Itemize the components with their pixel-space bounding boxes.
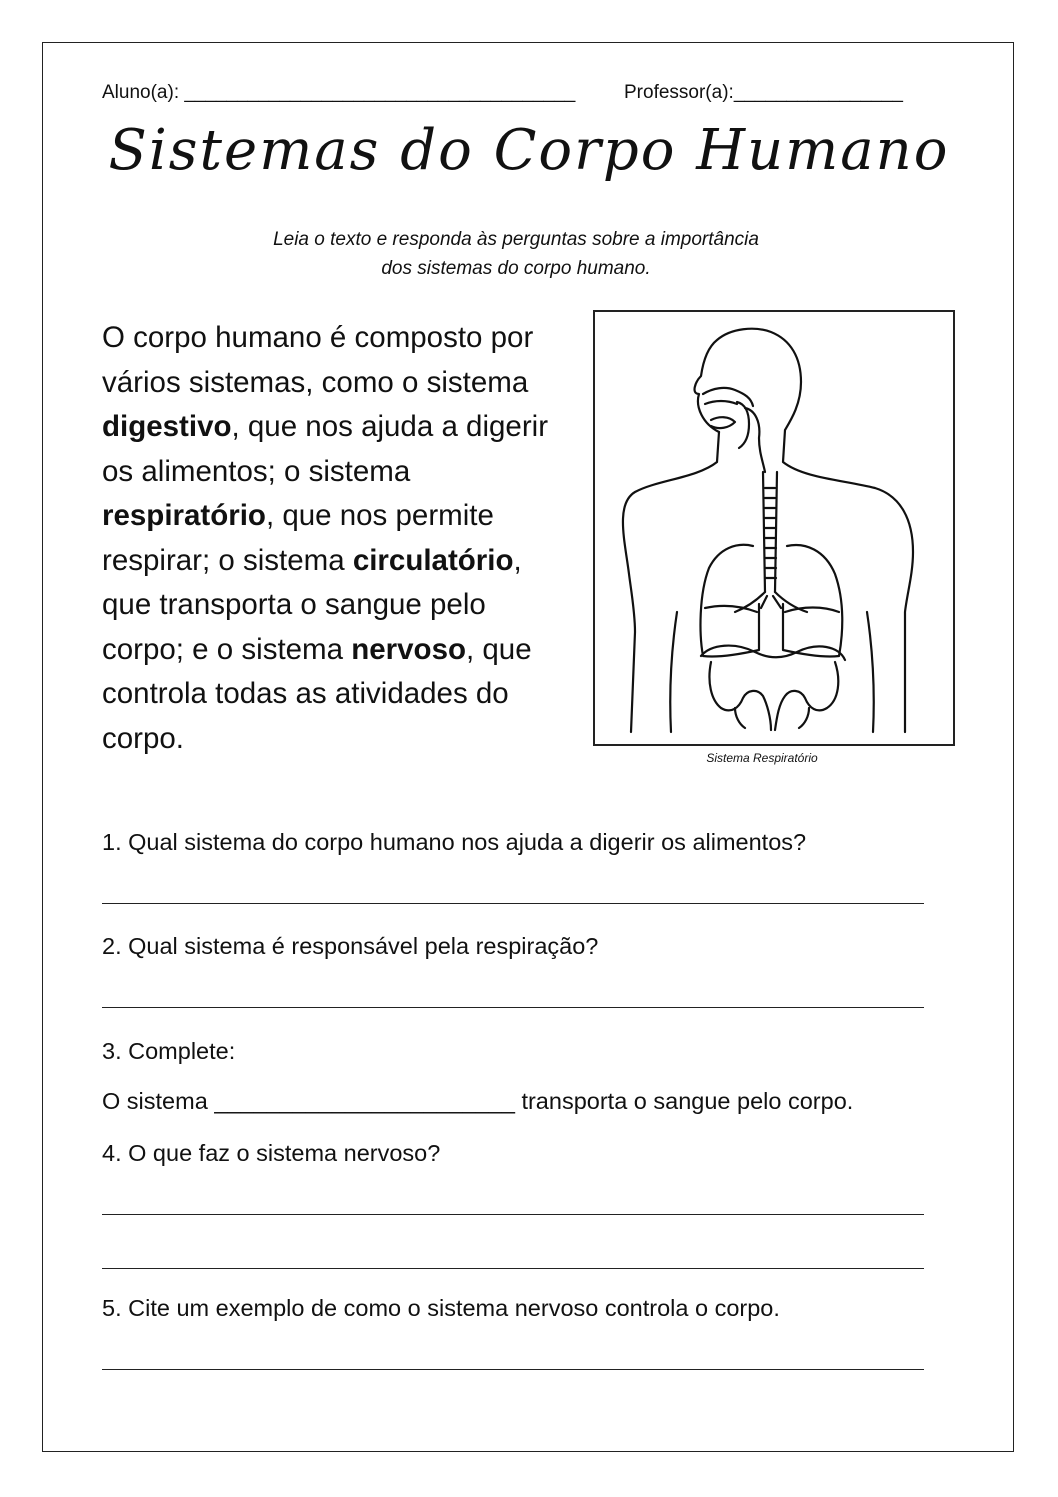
- question-5: 5. Cite um exemplo de como o sistema nervoso controla o corpo.: [102, 1295, 780, 1321]
- reading-text: , que controla todas as atividades do corpo.: [102, 632, 532, 755]
- answer-line-4a[interactable]: [102, 1214, 924, 1215]
- body-outline: [695, 329, 913, 732]
- answer-line-4b[interactable]: [102, 1268, 924, 1269]
- reading-text: , que nos ajuda a digerir os alimentos; o sistema: [102, 410, 549, 488]
- question-1: 1. Qual sistema do corpo humano nos ajuda a digerir os alimentos?: [102, 829, 807, 855]
- figure-caption: Sistema Respiratório: [706, 751, 818, 765]
- reading-paragraph: [102, 316, 572, 761]
- answer-line-1[interactable]: [102, 903, 924, 904]
- instructions-line-1: Leia o texto e responda às perguntas sobre a importância: [273, 229, 759, 250]
- teacher-blank: ________________: [733, 82, 903, 103]
- question-3: 3. Complete:: [102, 1038, 236, 1064]
- right-lung: [783, 545, 842, 657]
- teacher-name-field[interactable]: [624, 82, 903, 104]
- trachea: [763, 472, 765, 592]
- answer-line-5[interactable]: [102, 1369, 924, 1370]
- student-name-field[interactable]: [102, 82, 575, 104]
- keyword-nervoso: nervoso: [351, 632, 466, 666]
- keyword-digestivo: digestivo: [102, 410, 232, 443]
- keyword-circulatorio: circulatório: [352, 543, 514, 577]
- question-3-suffix: transporta o sangue pelo corpo.: [521, 1088, 854, 1114]
- left-lung: [701, 545, 759, 657]
- student-label: Aluno(a):: [102, 82, 180, 103]
- question-3-sentence: [102, 1088, 942, 1115]
- reading-text: O corpo humano é composto por vários sistemas, como o sistema: [102, 321, 534, 399]
- question-2: 2. Qual sistema é responsável pela respiração?: [102, 933, 599, 959]
- instructions-line-2: dos sistemas do corpo humano.: [381, 258, 651, 279]
- keyword-respiratorio: respiratório: [102, 499, 266, 532]
- question-3-blank[interactable]: _______________________: [214, 1088, 515, 1114]
- reading-text: , que transporta o sangue pelo corpo; e o sistema: [102, 543, 522, 666]
- question-3-prefix: O sistema: [102, 1088, 208, 1114]
- diaphragm: [701, 646, 845, 660]
- reading-text: , que nos permite respirar; o sistema: [102, 499, 494, 577]
- page-title: Sistemas do Corpo Humano: [108, 118, 950, 183]
- teacher-label: Professor(a):: [624, 82, 734, 103]
- respiratory-system-illustration: [593, 310, 955, 746]
- answer-line-2[interactable]: [102, 1007, 924, 1008]
- question-4: 4. O que faz o sistema nervoso?: [102, 1140, 441, 1166]
- respiratory-diagram: [595, 312, 953, 744]
- student-blank: _____________________________________: [184, 82, 576, 103]
